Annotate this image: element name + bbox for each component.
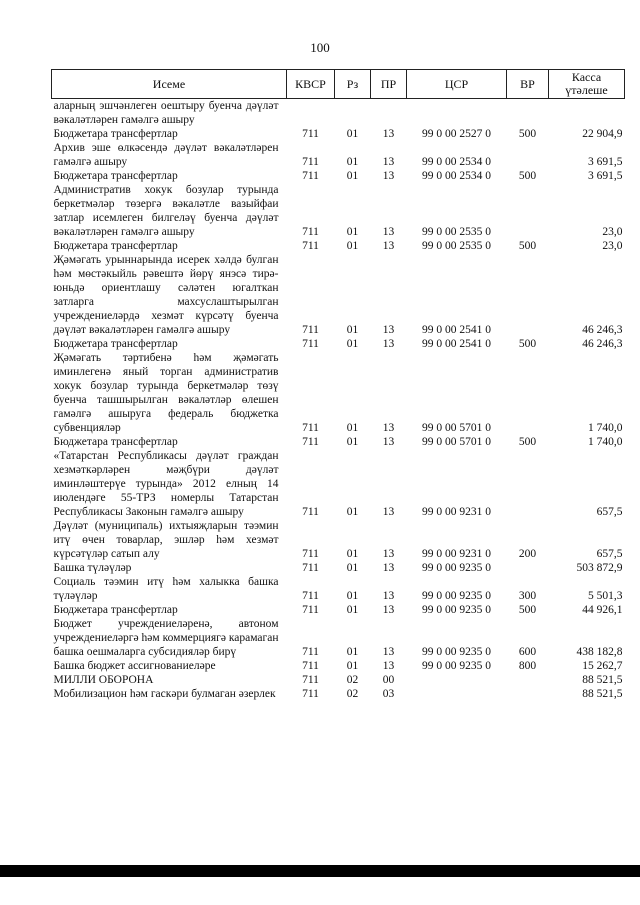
cell-vr: 500: [518, 436, 537, 448]
cell-vr: 500: [518, 338, 537, 350]
cell-csr: 99 0 00 2534 0: [422, 170, 491, 182]
cell-vr: [507, 183, 549, 239]
cell-amount: 438 182,8: [576, 646, 623, 658]
cell-amount: 657,5: [596, 506, 623, 518]
cell-csr: 99 0 00 2535 0: [422, 226, 491, 238]
cell-amount: 3 691,5: [588, 156, 623, 168]
cell-rz: 01: [346, 660, 359, 672]
cell-rz: 01: [346, 646, 359, 658]
cell-kvsr: 711: [302, 156, 319, 168]
cell-vr: 600: [518, 646, 537, 658]
cell-vr: [507, 673, 549, 687]
cell-csr: [407, 99, 507, 128]
cell-csr: 99 0 00 2534 0: [422, 156, 491, 168]
header-rz: Рз: [335, 70, 371, 99]
cell-rz: 02: [346, 674, 359, 686]
cell-amount: 23,0: [602, 226, 623, 238]
cell-kvsr: 711: [302, 674, 319, 686]
table-header-row: [52, 70, 625, 99]
cell-kvsr: 711: [302, 338, 319, 350]
cell-rz: 02: [346, 688, 359, 700]
cell-pr: 13: [382, 506, 395, 518]
cell-pr: 13: [382, 604, 395, 616]
cell-amount: 5 501,3: [588, 590, 623, 602]
cell-csr: 99 0 00 5701 0: [422, 436, 491, 448]
table-row: [52, 561, 625, 575]
table-row: [52, 603, 625, 617]
cell-name: Башка түләүләр: [53, 562, 132, 574]
cell-name: Бюджетара трансфертлар: [53, 338, 178, 350]
cell-name: Социаль тәэмин итү һәм халыкка башка түләүләр: [53, 576, 279, 602]
cell-csr: 99 0 00 9231 0: [422, 506, 491, 518]
table-row: [52, 519, 625, 561]
cell-name: Бюджетара трансфертлар: [53, 128, 178, 140]
cell-rz: 01: [346, 562, 359, 574]
cell-kvsr: 711: [302, 240, 319, 252]
cell-vr: [507, 351, 549, 435]
cell-rz: 01: [346, 604, 359, 616]
cell-amount: 3 691,5: [588, 170, 623, 182]
cell-amount: [549, 99, 625, 128]
cell-name: аларның эшчәнлеген оештыру буенча дәүләт вәкаләтләрен гамәлгә ашыру: [53, 100, 279, 126]
header-vr: ВР: [507, 70, 549, 99]
table-row: [52, 435, 625, 449]
cell-amount: 23,0: [602, 240, 623, 252]
cell-rz: 01: [346, 338, 359, 350]
cell-name: Архив эше өлкәсендә дәүләт вәкаләтләрен гамәлгә ашыру: [53, 142, 279, 168]
cell-csr: 99 0 00 2541 0: [422, 338, 491, 350]
cell-amount: 657,5: [596, 548, 623, 560]
cell-kvsr: 711: [302, 436, 319, 448]
cell-pr: 13: [382, 590, 395, 602]
cell-name: Мобилизацион һәм гаскәри булмаган әзерлек: [53, 688, 276, 700]
cell-csr: 99 0 00 9231 0: [422, 548, 491, 560]
cell-rz: 01: [346, 506, 359, 518]
cell-pr: 13: [382, 128, 395, 140]
budget-table: [51, 69, 625, 701]
cell-name: Бюджетара трансфертлар: [53, 436, 178, 448]
cell-kvsr: 711: [302, 688, 319, 700]
cell-name: Бюджет учреждениеләренә, автоном учреждениеләргә һәм коммерциягә карамаган башка оешмаларга субсидияләр бирү: [53, 618, 279, 658]
header-amount: Касса үтәлеше: [549, 70, 625, 99]
cell-rz: 01: [346, 156, 359, 168]
table-row: [52, 141, 625, 169]
cell-name: МИЛЛИ ОБОРОНА: [53, 674, 154, 686]
header-csr: ЦСР: [407, 70, 507, 99]
cell-vr: [507, 687, 549, 701]
cell-amount: 88 521,5: [582, 688, 623, 700]
cell-amount: 44 926,1: [582, 604, 623, 616]
cell-pr: 13: [382, 324, 395, 336]
table-row: [52, 449, 625, 519]
page-number: 100: [310, 40, 330, 55]
cell-csr: 99 0 00 2535 0: [422, 240, 491, 252]
cell-rz: 01: [346, 324, 359, 336]
cell-pr: 13: [382, 562, 395, 574]
cell-pr: 13: [382, 156, 395, 168]
table-row: [52, 351, 625, 435]
cell-amount: 15 262,7: [582, 660, 623, 672]
cell-name: Бюджетара трансфертлар: [53, 604, 178, 616]
cell-pr: 13: [382, 226, 395, 238]
cell-vr: 300: [518, 590, 537, 602]
cell-amount: 22 904,9: [582, 128, 623, 140]
cell-kvsr: 711: [302, 170, 319, 182]
cell-vr: 500: [518, 240, 537, 252]
cell-pr: 13: [382, 436, 395, 448]
cell-amount: 1 740,0: [588, 436, 623, 448]
cell-kvsr: 711: [302, 506, 319, 518]
cell-rz: 01: [346, 240, 359, 252]
table-row: [52, 127, 625, 141]
cell-kvsr: 711: [302, 562, 319, 574]
cell-name: «Татарстан Республикасы дәүләт граждан хезмәткәрләрен мәҗбүри дәүләт иминләштерүе турында» 2012 елның 14 июлендәге 55-ТРЗ номерлы Татарстан Республикасы Законын гамәлгә ашыру: [53, 450, 279, 518]
cell-rz: 01: [346, 436, 359, 448]
scan-bottom-band: [0, 865, 640, 877]
table-row: [52, 99, 625, 128]
cell-vr: 500: [518, 604, 537, 616]
cell-name: Бюджетара трансфертлар: [53, 170, 178, 182]
table-row: [52, 183, 625, 239]
cell-pr: 13: [382, 170, 395, 182]
cell-rz: 01: [346, 170, 359, 182]
table-row: [52, 253, 625, 337]
cell-kvsr: 711: [302, 590, 319, 602]
cell-kvsr: 711: [302, 422, 319, 434]
cell-name: Башка бюджет ассигнованиеләре: [53, 660, 216, 672]
cell-kvsr: 711: [302, 128, 319, 140]
cell-amount: 88 521,5: [582, 674, 623, 686]
cell-kvsr: 711: [302, 548, 319, 560]
cell-pr: 13: [382, 338, 395, 350]
cell-pr: 00: [382, 674, 395, 686]
cell-name: Бюджетара трансфертлар: [53, 240, 178, 252]
table-row: [52, 337, 625, 351]
cell-csr: 99 0 00 9235 0: [422, 590, 491, 602]
cell-name: Җәмәгать тәртибенә һәм җәмәгать иминлегенә яный торган административ хокук бозулар турында беркетмәләр төзү буенча ташшырылган вәкаләтләр өлешен гамәлгә ашыруга федераль бюджетка субвенцияләр: [53, 352, 279, 434]
cell-kvsr: 711: [302, 660, 319, 672]
cell-vr: 500: [518, 170, 537, 182]
cell-vr: [507, 561, 549, 575]
cell-amount: 503 872,9: [576, 562, 623, 574]
cell-pr: [371, 99, 407, 128]
cell-pr: 13: [382, 422, 395, 434]
cell-rz: 01: [346, 422, 359, 434]
cell-pr: 13: [382, 548, 395, 560]
cell-name: Җәмәгать урыннарында исерек хәлдә булган һәм мөстәкыйль рәвештә йөрү янэсә тирә-юньдә ориентлашу сәләтен югалткан затларга махсуслаштырылган учреждениеләрдә хезмәт күрсәтү буенча дәүләт вәкаләтләрен гамәлгә ашыру: [53, 254, 279, 336]
table-row: [52, 239, 625, 253]
table-row: [52, 659, 625, 673]
cell-csr: 99 0 00 9235 0: [422, 562, 491, 574]
cell-vr: 500: [518, 128, 537, 140]
table-body: [52, 99, 625, 702]
header-kvsr: КВСР: [287, 70, 335, 99]
cell-name: Административ хокук бозулар турында беркетмәләр төзергә вәкаләтле вазыйфаи затлар исемлеген билгеләү буенча дәүләт вәкаләтләрен гамәлгә ашыру: [53, 184, 279, 238]
cell-csr: [407, 687, 507, 701]
cell-csr: 99 0 00 2541 0: [422, 324, 491, 336]
cell-kvsr: 711: [302, 604, 319, 616]
cell-rz: 01: [346, 226, 359, 238]
table-row: [52, 575, 625, 603]
cell-csr: 99 0 00 9235 0: [422, 660, 491, 672]
cell-amount: 46 246,3: [582, 324, 623, 336]
table-row: [52, 617, 625, 659]
cell-csr: [407, 673, 507, 687]
cell-vr: 800: [518, 660, 537, 672]
cell-kvsr: 711: [302, 226, 319, 238]
cell-kvsr: 711: [302, 646, 319, 658]
table-row: [52, 687, 625, 701]
cell-kvsr: 711: [302, 324, 319, 336]
cell-name: Дәүләт (муниципаль) ихтыяҗларын тәэмин итү өчен товарлар, эшләр һәм хезмәт күрсәтүләр сатып алу: [53, 520, 279, 560]
cell-amount: 1 740,0: [588, 422, 623, 434]
cell-pr: 03: [382, 688, 395, 700]
cell-csr: 99 0 00 5701 0: [422, 422, 491, 434]
table-row: [52, 169, 625, 183]
cell-rz: [335, 99, 371, 128]
cell-vr: [507, 99, 549, 128]
cell-rz: 01: [346, 548, 359, 560]
cell-vr: [507, 141, 549, 169]
cell-csr: 99 0 00 9235 0: [422, 646, 491, 658]
cell-rz: 01: [346, 590, 359, 602]
cell-pr: 13: [382, 646, 395, 658]
cell-amount: 46 246,3: [582, 338, 623, 350]
cell-kvsr: [287, 99, 335, 128]
header-pr: ПР: [371, 70, 407, 99]
cell-csr: 99 0 00 9235 0: [422, 604, 491, 616]
cell-vr: [507, 253, 549, 337]
cell-pr: 13: [382, 240, 395, 252]
table-row: [52, 673, 625, 687]
header-name: Исеме: [52, 70, 287, 99]
cell-vr: 200: [518, 548, 537, 560]
cell-vr: [507, 449, 549, 519]
cell-csr: 99 0 00 2527 0: [422, 128, 491, 140]
cell-rz: 01: [346, 128, 359, 140]
cell-pr: 13: [382, 660, 395, 672]
